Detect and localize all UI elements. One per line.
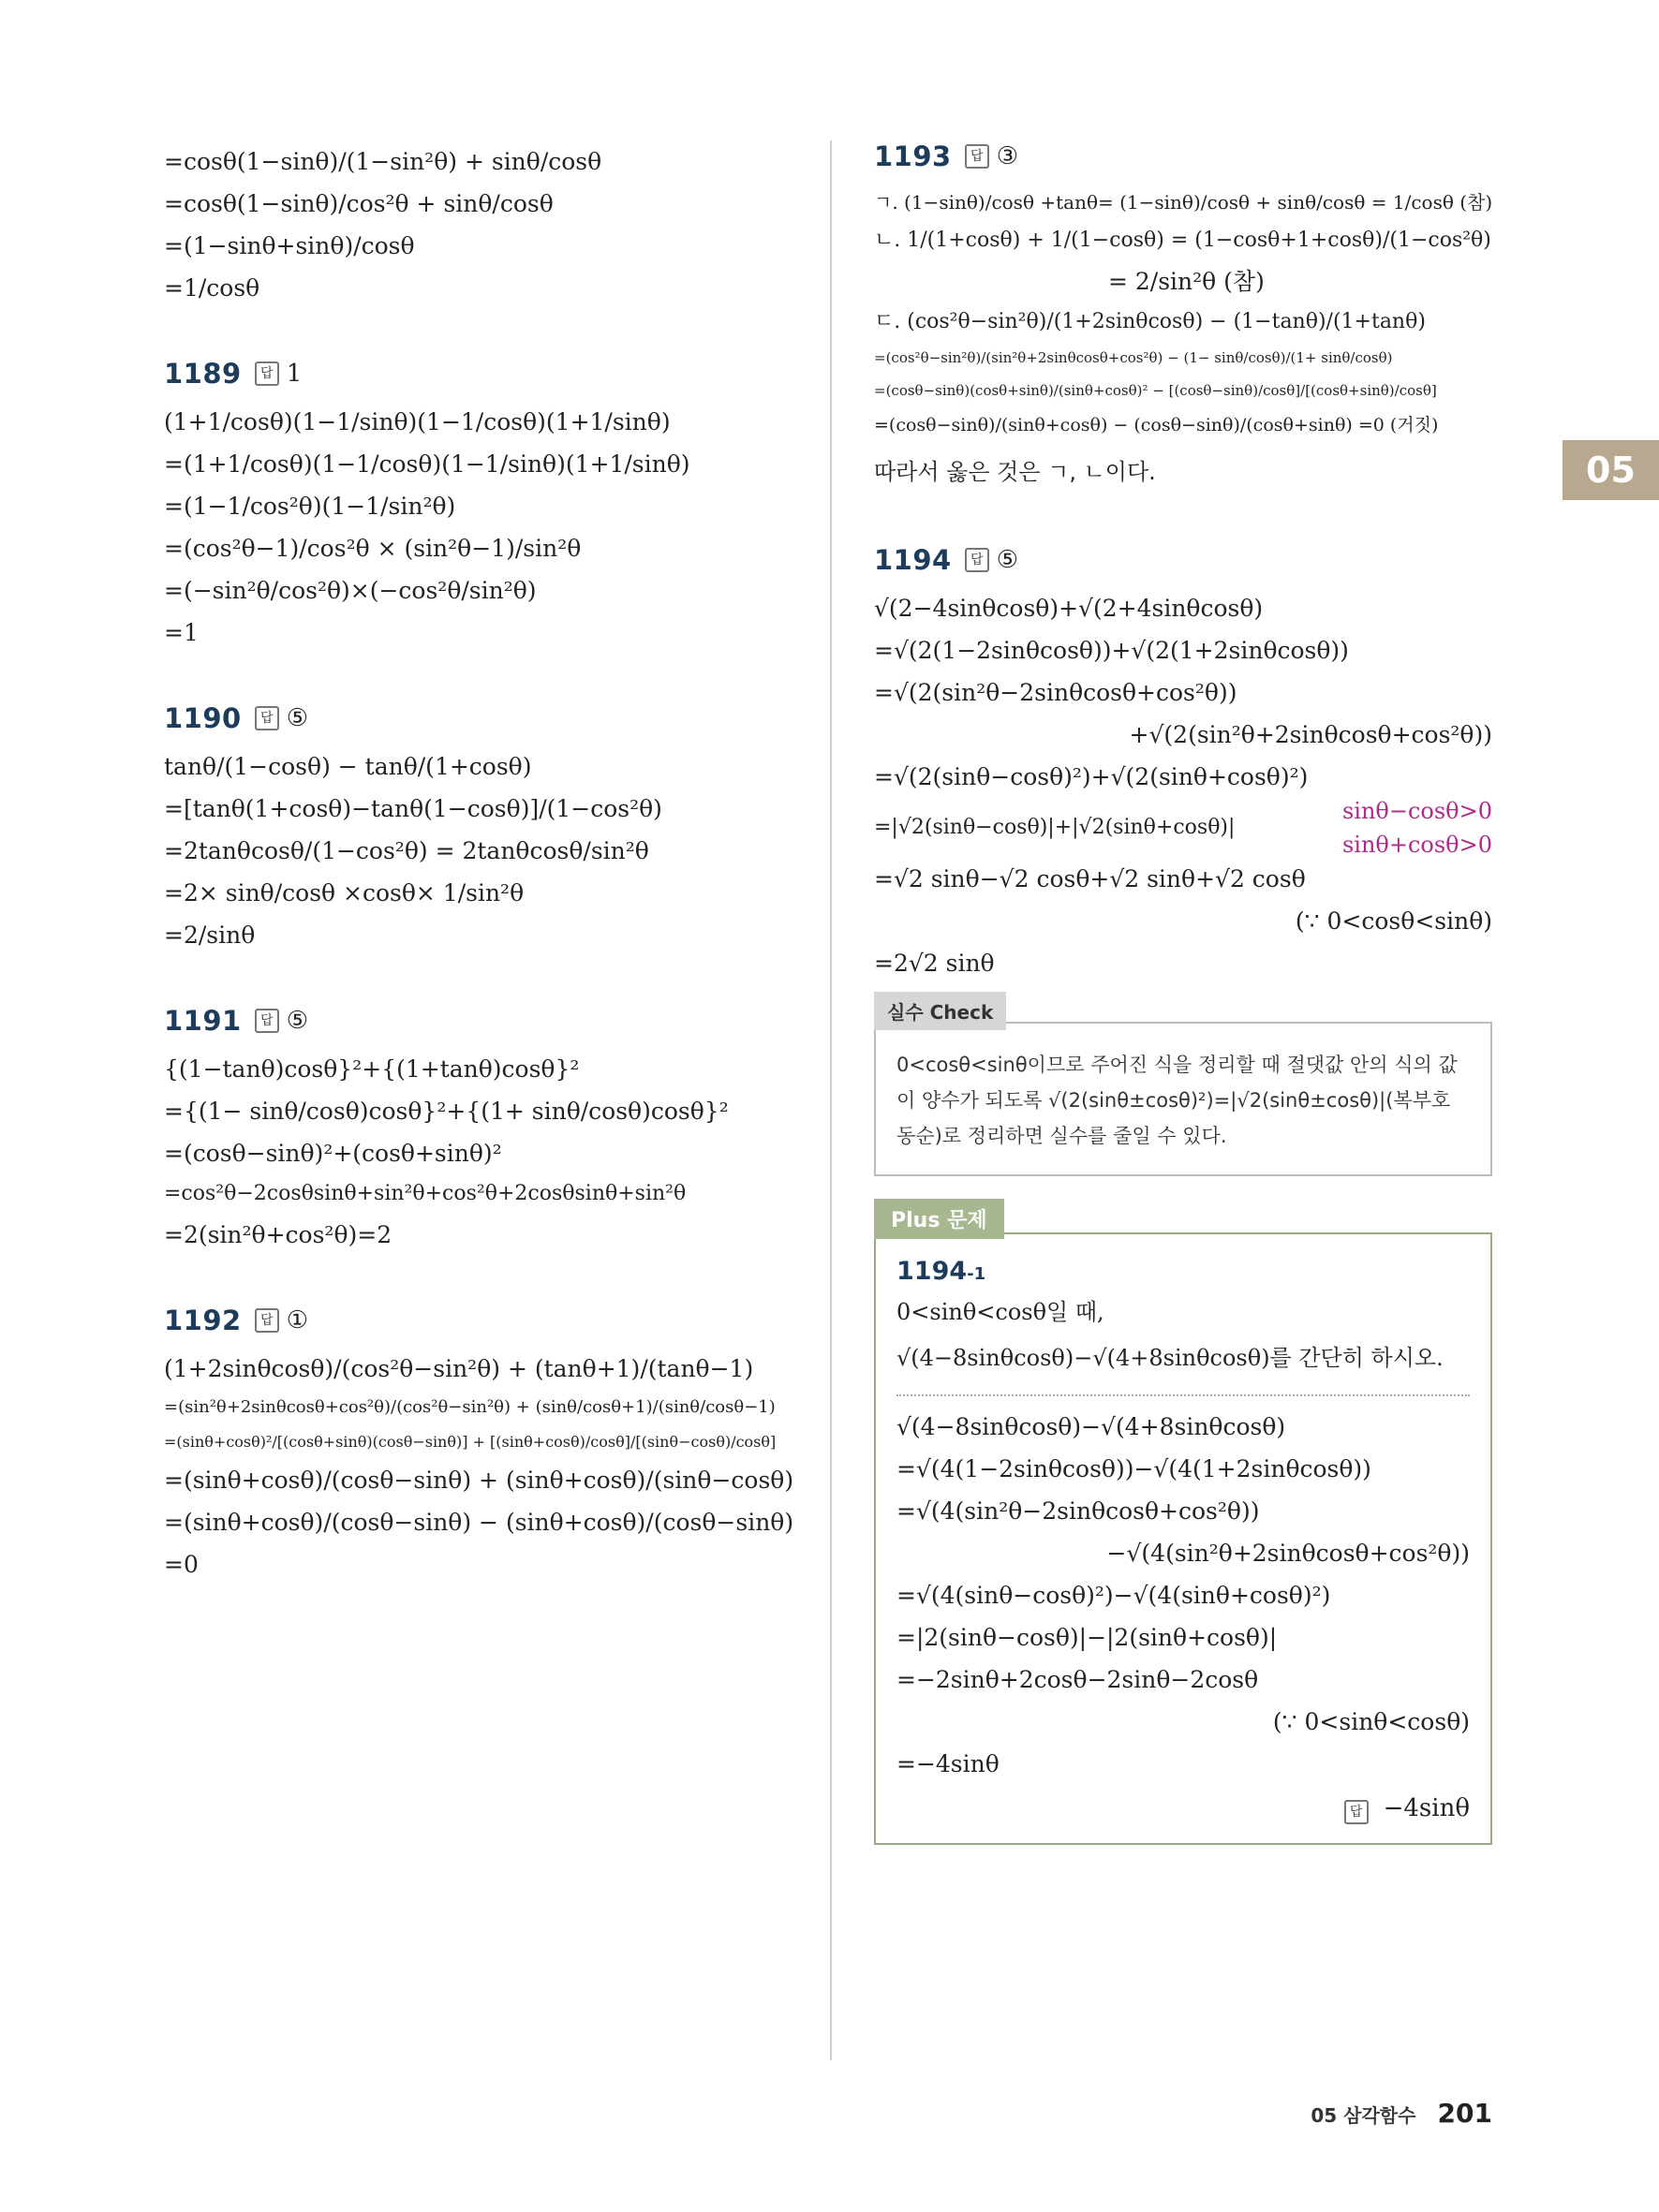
math-line: = 2/sin²θ (참) bbox=[1108, 268, 1265, 295]
page-footer bbox=[1311, 2098, 1492, 2129]
problem-number: 1191 bbox=[164, 1005, 242, 1037]
math-line: =(1−sinθ+sinθ)/cosθ bbox=[164, 232, 415, 259]
math-line: {(1−tanθ)cosθ}²+{(1+tanθ)cosθ}² bbox=[164, 1055, 580, 1083]
math-line: =√(2(sin²θ−2sinθcosθ+cos²θ)) bbox=[874, 679, 1237, 706]
math-line: =(sinθ+cosθ)/(cosθ−sinθ) + (sinθ+cosθ)/(sinθ−cosθ) bbox=[164, 1467, 794, 1494]
math-line: =(cos²θ−sin²θ)/(sin²θ+2sinθcosθ+cos²θ) − (1− sinθ/cosθ)/(1+ sinθ/cosθ) bbox=[874, 349, 1393, 366]
column-divider bbox=[830, 140, 832, 2060]
answer-value: ⑤ bbox=[286, 704, 309, 732]
math-line: =|√2(sinθ−cosθ)|+|√2(sinθ+cosθ)| bbox=[874, 816, 1236, 839]
math-line: (∵ 0<sinθ<cosθ) bbox=[1272, 1707, 1470, 1735]
math-line: =(−sin²θ/cos²θ)×(−cos²θ/sin²θ) bbox=[164, 577, 537, 604]
check-tag: 실수 Check bbox=[874, 992, 1006, 1030]
problem-number: 1192 bbox=[164, 1305, 242, 1336]
answer-value: ③ bbox=[996, 142, 1019, 170]
math-line: =2√2 sinθ bbox=[874, 950, 995, 977]
problem-1191 bbox=[164, 1005, 820, 1256]
annotation-notes bbox=[1342, 798, 1492, 858]
math-line: (∵ 0<cosθ<sinθ) bbox=[1295, 907, 1492, 935]
math-line: =cosθ(1−sinθ)/(1−sin²θ) + sinθ/cosθ bbox=[164, 148, 602, 175]
answer-badge: 답 bbox=[965, 144, 989, 169]
math-line: =(1−1/cos²θ)(1−1/sin²θ) bbox=[164, 493, 456, 520]
math-line: =(cosθ−sinθ)/(sinθ+cosθ) − (cosθ−sinθ)/(cosθ+sinθ) =0 (거짓) bbox=[874, 415, 1439, 435]
question-line: √(4−8sinθcosθ)−√(4+8sinθcosθ)를 간단히 하시오. bbox=[896, 1345, 1444, 1372]
math-line: ㄴ. 1/(1+cosθ) + 1/(1−cosθ) = (1−cosθ+1+cosθ)/(1−cos²θ) bbox=[874, 229, 1491, 252]
math-line: =1/cosθ bbox=[164, 274, 260, 302]
math-line: =(sin²θ+2sinθcosθ+cos²θ)/(cos²θ−sin²θ) + (sinθ/cosθ+1)/(sinθ/cosθ−1) bbox=[164, 1397, 776, 1417]
math-line: =(cosθ−sinθ)(cosθ+sinθ)/(sinθ+cosθ)² − [(cosθ−sinθ)/cosθ]/[(cosθ+sinθ)/cosθ] bbox=[874, 382, 1437, 399]
math-line: (1+1/cosθ)(1−1/sinθ)(1−1/cosθ)(1+1/sinθ) bbox=[164, 408, 671, 435]
math-line: =(1+1/cosθ)(1−1/cosθ)(1−1/sinθ)(1+1/sinθ) bbox=[164, 450, 690, 478]
answer-badge: 답 bbox=[965, 548, 989, 572]
math-line: =√(4(sin²θ−2sinθcosθ+cos²θ)) bbox=[896, 1497, 1260, 1525]
math-line: =(sinθ+cosθ)/(cosθ−sinθ) − (sinθ+cosθ)/(cosθ−sinθ) bbox=[164, 1509, 794, 1536]
math-line: =−4sinθ bbox=[896, 1749, 1000, 1777]
math-line: =√(2(1−2sinθcosθ))+√(2(1+2sinθcosθ)) bbox=[874, 637, 1349, 664]
math-line: =2/sinθ bbox=[164, 922, 256, 949]
plus-problem-box bbox=[874, 1209, 1492, 1845]
question-line: 0<sinθ<cosθ일 때, bbox=[896, 1299, 1104, 1326]
math-line: =(sinθ+cosθ)²/[(cosθ+sinθ)(cosθ−sinθ)] + [(sinθ+cosθ)/cosθ]/[(sinθ−cosθ)/cosθ] bbox=[164, 1433, 777, 1451]
math-line: √(4−8sinθcosθ)−√(4+8sinθcosθ) bbox=[896, 1412, 1286, 1440]
math-line: =2× sinθ/cosθ ×cosθ× 1/sin²θ bbox=[164, 879, 525, 907]
answer-value: 1 bbox=[286, 360, 303, 388]
problem-1190 bbox=[164, 702, 820, 956]
dotted-divider bbox=[896, 1394, 1470, 1396]
math-line: =0 bbox=[164, 1551, 199, 1578]
math-line: −√(4(sin²θ+2sinθcosθ+cos²θ)) bbox=[1106, 1539, 1470, 1567]
math-line: =1 bbox=[164, 619, 199, 646]
answer-badge: 답 bbox=[1344, 1800, 1369, 1824]
math-line: ㄷ. (cos²θ−sin²θ)/(1+2sinθcosθ) − (1−tanθ)/(1+tanθ) bbox=[874, 310, 1426, 333]
answer-value: ⑤ bbox=[996, 546, 1019, 574]
math-line: ㄱ. (1−sinθ)/cosθ +tanθ= (1−sinθ)/cosθ + sinθ/cosθ = 1/cosθ (참) bbox=[874, 191, 1493, 214]
answer-badge: 답 bbox=[255, 361, 279, 386]
answer-badge: 답 bbox=[255, 1009, 279, 1033]
math-line: =(cosθ−sinθ)²+(cosθ+sinθ)² bbox=[164, 1140, 502, 1167]
math-line: =cos²θ−2cosθsinθ+sin²θ+cos²θ+2cosθsinθ+sin²θ bbox=[164, 1182, 687, 1205]
chapter-title: 05 삼각함수 bbox=[1311, 2104, 1416, 2127]
annotation-note: sinθ+cosθ>0 bbox=[1341, 832, 1492, 858]
plus-problem-number bbox=[896, 1257, 1470, 1286]
problem-number: 1189 bbox=[164, 358, 242, 390]
intro-solution bbox=[164, 140, 820, 309]
final-answer bbox=[896, 1785, 1470, 1824]
math-line: =[tanθ(1+cosθ)−tanθ(1−cosθ)]/(1−cos²θ) bbox=[164, 795, 662, 822]
math-line: +√(2(sin²θ+2sinθcosθ+cos²θ)) bbox=[1129, 721, 1492, 748]
math-line: =2tanθcosθ/(1−cos²θ) = 2tanθcosθ/sin²θ bbox=[164, 837, 649, 864]
answer-badge: 답 bbox=[255, 706, 279, 730]
math-line: =|2(sinθ−cosθ)|−|2(sinθ+cosθ)| bbox=[896, 1623, 1278, 1651]
annotation-note: sinθ−cosθ>0 bbox=[1341, 798, 1492, 824]
answer-value: ① bbox=[286, 1306, 309, 1335]
math-line: =√(2(sinθ−cosθ)²)+√(2(sinθ+cosθ)²) bbox=[874, 763, 1309, 790]
mistake-check-box bbox=[874, 1001, 1492, 1176]
math-line: tanθ/(1−cosθ) − tanθ/(1+cosθ) bbox=[164, 753, 532, 780]
problem-number: 1194 bbox=[874, 544, 952, 576]
page-number: 201 bbox=[1437, 2098, 1492, 2129]
right-column bbox=[874, 140, 1492, 1845]
math-line: ={(1− sinθ/cosθ)cosθ}²+{(1+ sinθ/cosθ)cosθ}² bbox=[164, 1098, 729, 1125]
math-line: √(2−4sinθcosθ)+√(2+4sinθcosθ) bbox=[874, 595, 1264, 622]
math-line: =√(4(1−2sinθcosθ))−√(4(1+2sinθcosθ)) bbox=[896, 1454, 1371, 1482]
answer-value: −4sinθ bbox=[1383, 1793, 1470, 1822]
conclusion-text: 따라서 옳은 것은 ㄱ, ㄴ이다. bbox=[874, 459, 1156, 485]
problem-1189 bbox=[164, 358, 820, 654]
plus-tag: Plus 문제 bbox=[874, 1199, 1004, 1239]
problem-1192 bbox=[164, 1305, 820, 1585]
problem-number: 1193 bbox=[874, 140, 952, 172]
answer-badge: 답 bbox=[255, 1308, 279, 1333]
math-line: =−2sinθ+2cosθ−2sinθ−2cosθ bbox=[896, 1665, 1259, 1693]
chapter-side-tab: 05 bbox=[1563, 440, 1659, 500]
math-line: =2(sin²θ+cos²θ)=2 bbox=[164, 1221, 393, 1248]
problem-1194 bbox=[874, 544, 1492, 984]
problem-number: 1190 bbox=[164, 702, 242, 734]
math-line: =cosθ(1−sinθ)/cos²θ + sinθ/cosθ bbox=[164, 190, 554, 217]
left-column bbox=[164, 140, 820, 1634]
math-line: =√(4(sinθ−cosθ)²)−√(4(sinθ+cosθ)²) bbox=[896, 1581, 1331, 1609]
plus-suffix: -1 bbox=[967, 1264, 986, 1285]
math-line: =√2 sinθ−√2 cosθ+√2 sinθ+√2 cosθ bbox=[874, 865, 1306, 892]
check-text: 0<cosθ<sinθ이므로 주어진 식을 정리할 때 절댓값 안의 식의 값이 양수가 되도록 √(2(sinθ±cosθ)²)=|√2(sinθ±cosθ)|(복부호 동순)로 정리하면 실수를 줄일 수 있다. bbox=[896, 1054, 1458, 1147]
plus-number: 1194 bbox=[896, 1257, 968, 1287]
math-line: (1+2sinθcosθ)/(cos²θ−sin²θ) + (tanθ+1)/(tanθ−1) bbox=[164, 1355, 754, 1382]
problem-1193 bbox=[874, 140, 1492, 495]
answer-value: ⑤ bbox=[286, 1007, 309, 1035]
math-line: =(cos²θ−1)/cos²θ × (sin²θ−1)/sin²θ bbox=[164, 535, 582, 562]
